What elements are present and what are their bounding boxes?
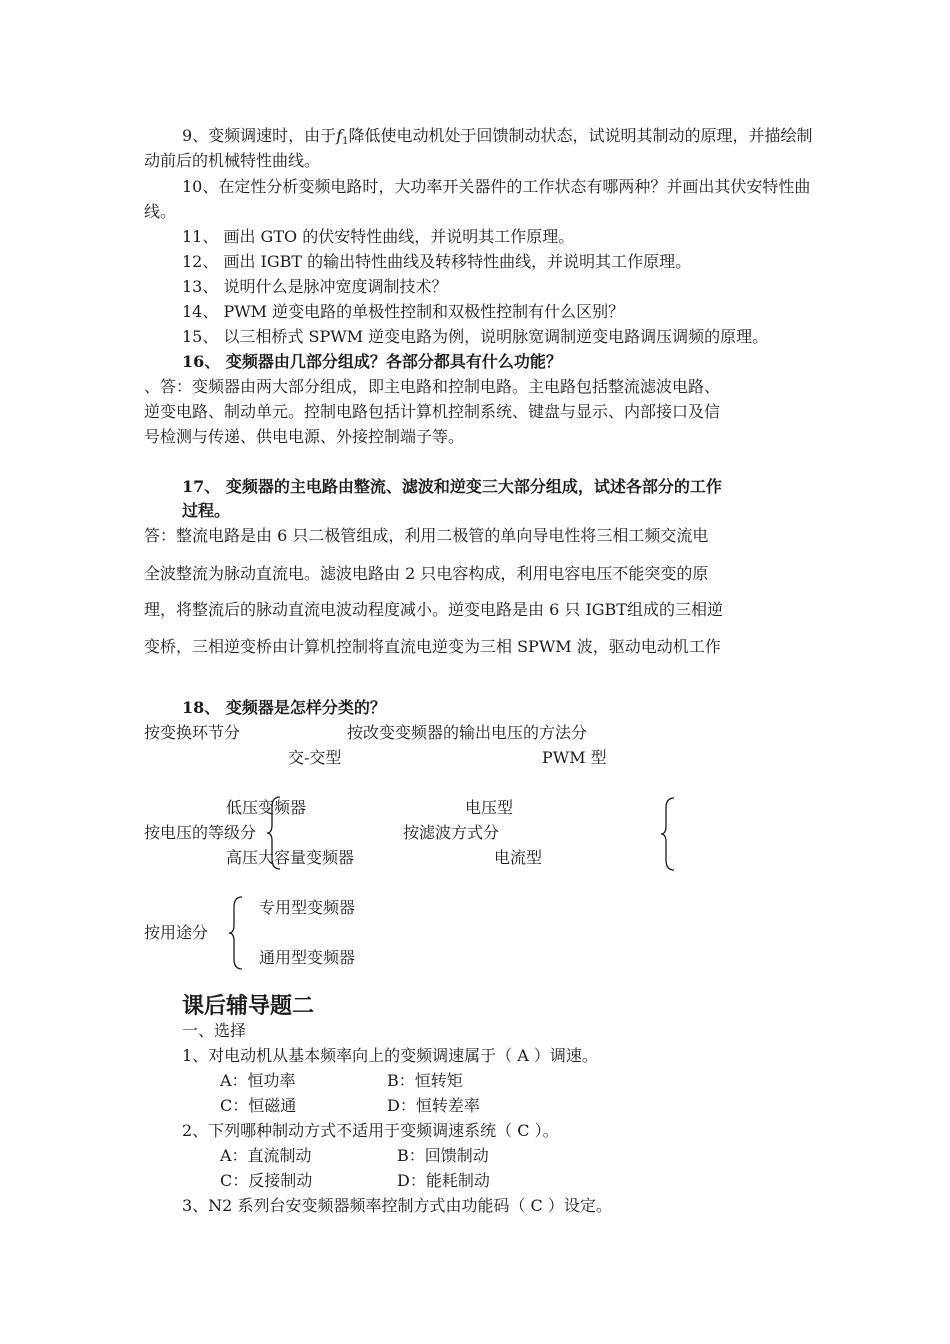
question-17-line-2: 过程。 (182, 501, 231, 520)
mc1-option-b: B：恒转矩 (387, 1071, 463, 1090)
question-9-line-1 (182, 128, 813, 147)
mc-question-1: 1、对电动机从基本频率向上的变频调速属于（ A ）调速。 (182, 1046, 598, 1065)
question-9-line-2: 动前后的机械特性曲线。 (144, 151, 321, 170)
answer-17-line-3: 理，将整流后的脉动直流电波动程度减小。逆变电路是由 6 只 IGBT组成的三相逆 (144, 600, 723, 619)
answer-17-line-2: 全波整流为脉动直流电。滤波电路由 2 只电容构成，利用电容电压不能突变的原 (144, 564, 709, 583)
frequency-symbol: f (336, 126, 343, 145)
category-by-output: 按改变变频器的输出电压的方法分 (347, 723, 588, 742)
mc2-option-b: B：回馈制动 (397, 1146, 489, 1165)
filter-item-voltage: 电压型 (465, 798, 514, 817)
answer-16-line-2: 逆变电路、制动单元。控制电路包括计算机控制系统、键盘与显示、内部接口及信 (144, 402, 721, 421)
question-17-line-1: 17、 变频器的主电路由整流、滤波和逆变三大部分组成，试述各部分的工作 (182, 477, 722, 496)
question-13: 13、 说明什么是脉冲宽度调制技术？ (182, 277, 448, 296)
use-item-special: 专用型变频器 (259, 898, 356, 917)
question-14: 14、 PWM 逆变电路的单极性控制和双极性控制有什么区别？ (182, 302, 625, 321)
answer-16-line-1: 、答：变频器由两大部分组成，即主电路和控制电路。主电路包括整流滤波电路、 (144, 377, 721, 396)
question-10-line-2: 线。 (144, 202, 177, 221)
answer-17-line-4: 变桥，三相逆变桥由计算机控制将直流电逆变为三相 SPWM 波，驱动电动机工作 (144, 637, 721, 656)
question-16: 16、 变频器由几部分组成？各部分都具有什么功能？ (182, 352, 562, 371)
frequency-subscript: 1 (342, 136, 349, 147)
part-heading: 一、选择 (182, 1021, 247, 1040)
category-by-link: 按变换环节分 (144, 723, 241, 742)
filter-brace (660, 795, 682, 875)
category-by-use: 按用途分 (144, 923, 209, 942)
question-12: 12、 画出 IGBT 的输出特性曲线及转移特性曲线，并说明其工作原理。 (182, 252, 692, 271)
question-9-prefix: 9、变频调速时，由于 (182, 126, 337, 145)
section-title: 课后辅导题二 (182, 994, 315, 1019)
mc2-option-d: D：能耗制动 (397, 1171, 490, 1190)
mc2-option-c: C：反接制动 (220, 1171, 313, 1190)
voltage-item-high: 高压大容量变频器 (226, 848, 355, 867)
mc1-option-a: A：恒功率 (220, 1071, 296, 1090)
category-by-voltage: 按电压的等级分 (144, 823, 257, 842)
voltage-brace (266, 793, 288, 873)
mc2-option-a: A：直流制动 (220, 1146, 312, 1165)
use-item-general: 通用型变频器 (259, 948, 356, 967)
category-by-output-item: PWM 型 (542, 748, 607, 767)
use-brace (226, 894, 248, 974)
question-11: 11、 画出 GTO 的伏安特性曲线，并说明其工作原理。 (182, 227, 575, 246)
filter-item-current: 电流型 (494, 848, 543, 867)
mc-question-3: 3、N2 系列台安变频器频率控制方式由功能码（ C ）设定。 (182, 1196, 612, 1215)
mc-question-2: 2、下列哪种制动方式不适用于变频调速系统（ C ）。 (182, 1121, 559, 1140)
question-9-rest: 降低使电动机处于回馈制动状态，试说明其制动的原理，并描绘制 (348, 126, 813, 145)
category-by-filter: 按滤波方式分 (403, 823, 500, 842)
question-18: 18、 变频器是怎样分类的？ (182, 698, 386, 717)
mc1-option-d: D：恒转差率 (387, 1096, 480, 1115)
category-by-link-item: 交-交型 (288, 748, 342, 767)
question-10-line-1: 10、在定性分析变频电路时，大功率开关器件的工作状态有哪两种？并画出其伏安特性曲 (182, 177, 811, 196)
voltage-item-low: 低压变频器 (226, 798, 307, 817)
answer-16-line-3: 号检测与传递、供电电源、外接控制端子等。 (144, 427, 465, 446)
answer-17-line-1: 答：整流电路是由 6 只二极管组成，利用二极管的单向导电性将三相工频交流电 (144, 526, 709, 545)
question-15: 15、 以三相桥式 SPWM 逆变电路为例，说明脉宽调制逆变电路调压调频的原理。 (182, 327, 769, 346)
mc1-option-c: C：恒磁通 (220, 1096, 297, 1115)
